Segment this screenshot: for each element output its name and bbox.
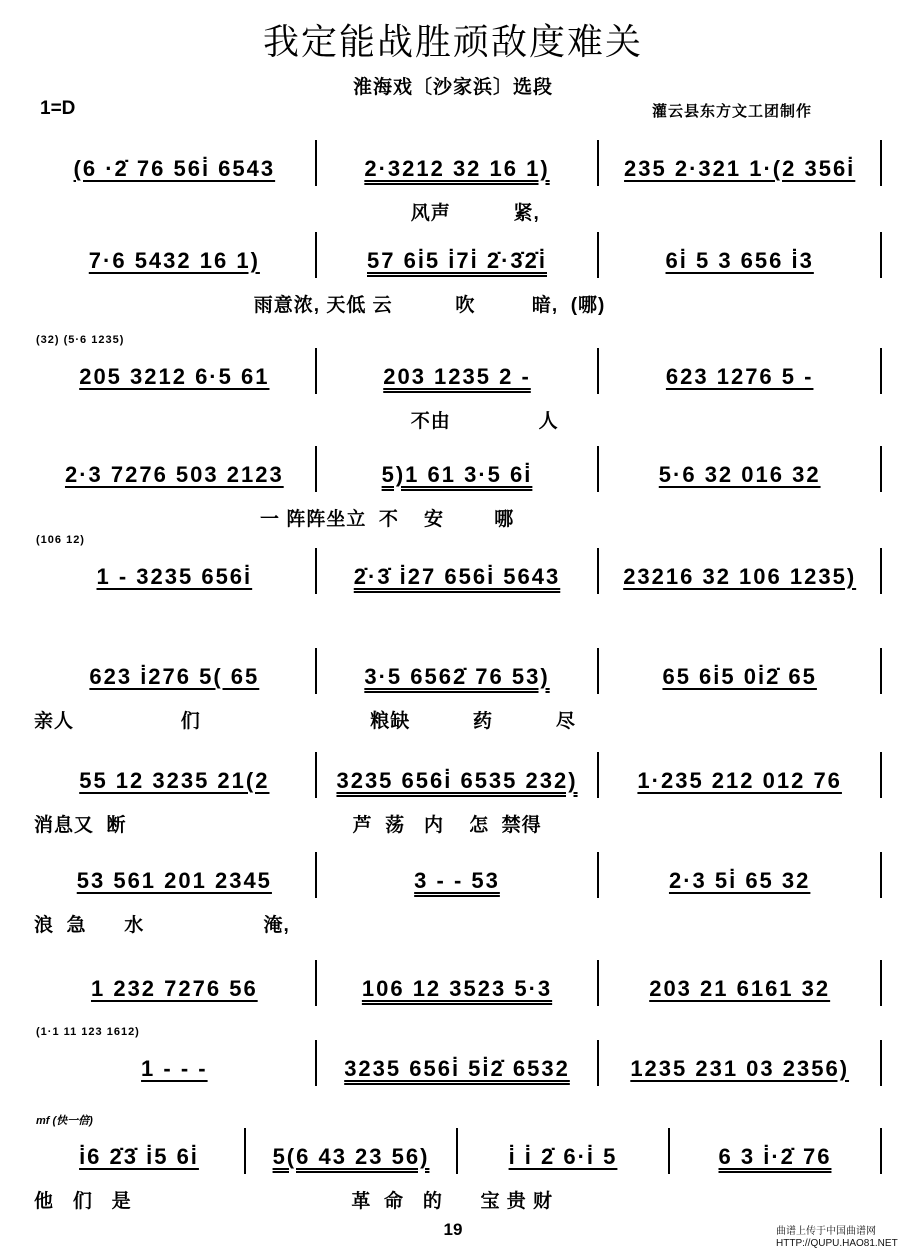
measure-notes: 203 21 6161 32 (649, 976, 831, 1001)
measure (34, 348, 317, 394)
measure-notes: 57 6i̇5 i̇7i̇ 2̇·3̇2̇i̇ (367, 248, 547, 273)
score-line (26, 446, 882, 556)
measure (458, 1128, 670, 1174)
measure (599, 140, 882, 186)
measure-notes: 5)1 61 3·5 6i̇ (381, 462, 533, 487)
measure (317, 1040, 600, 1086)
watermark-url: HTTP://QUPU.HAO81.NET (776, 1238, 898, 1249)
dynamic-mark: mf (快一倍) (36, 1115, 93, 1127)
measure (317, 548, 600, 594)
notes-row (34, 348, 882, 394)
notes-row (34, 1040, 882, 1086)
measure-notes: 5·6 32 016 32 (658, 462, 821, 487)
measure-notes: 3·5 6562̇ 76 53) (364, 664, 550, 689)
song-title: 我定能战胜顽敌度难关 (262, 22, 643, 63)
measure (599, 348, 882, 394)
measure (34, 1128, 246, 1174)
measure-notes: 2·3 7276 503 2123 (64, 462, 284, 487)
measure (599, 548, 882, 594)
notes-row (34, 1128, 882, 1174)
notes-row (34, 852, 882, 898)
measure (34, 232, 317, 278)
measure-notes: 23216 32 106 1235) (623, 564, 857, 589)
page-number: 19 (443, 1220, 463, 1239)
measure-notes: 5(6 43 23 56) (272, 1144, 430, 1169)
measure-notes: 53 561 201 2345 (76, 868, 272, 893)
measure (599, 1040, 882, 1086)
lyric-line: 他 们 是 革 命 的 宝 贵 财 (34, 1191, 554, 1212)
score-line (26, 752, 882, 862)
measure (34, 548, 317, 594)
lyric-line: 一 阵阵坐立 不 安 哪 (34, 509, 515, 530)
measure-notes: 623 1276 5 - (665, 364, 814, 389)
measure-notes: i̇6 2̇3̇ i̇5 6i̇ (79, 1144, 199, 1169)
measure (599, 446, 882, 492)
lyric-line: 不由 人 (34, 411, 559, 432)
measure (246, 1128, 458, 1174)
measure-notes: 1 - 3235 656i̇ (96, 564, 253, 589)
watermark-line: 曲谱上传于中国曲谱网 (776, 1226, 876, 1237)
measure-notes: 6i̇ 5 3 656 i̇3 (665, 248, 814, 273)
lyric-line: 雨意浓, 天低 云 吹 暗, (哪) (34, 295, 606, 316)
measure (317, 348, 600, 394)
notes-row (34, 232, 882, 278)
measure (599, 852, 882, 898)
measure-notes: 2̇·3̇ i̇27 656i̇ 5643 (353, 564, 561, 589)
measure (599, 648, 882, 694)
score-line (26, 852, 882, 962)
grace-notes: (106 12) (36, 534, 85, 546)
measure (317, 232, 600, 278)
measure-notes: 2·3 5i̇ 65 32 (668, 868, 811, 893)
measure (317, 852, 600, 898)
measure (34, 446, 317, 492)
measure (34, 852, 317, 898)
key-signature: 1=D (40, 98, 76, 119)
producer-credit: 灌云县东方文工团制作 (652, 103, 813, 120)
score-line (26, 534, 882, 658)
measure (599, 232, 882, 278)
measure (34, 1040, 317, 1086)
measure-notes: 235 2·321 1·(2 356i̇ (624, 156, 856, 181)
measure-notes: 3 - - 53 (414, 868, 500, 893)
measure-notes: 106 12 3523 5·3 (361, 976, 553, 1001)
measure (34, 752, 317, 798)
measure-notes: i̇ i̇ 2̇ 6·i̇ 5 (508, 1144, 618, 1169)
measure (317, 752, 600, 798)
measure-notes: 1·235 212 012 76 (637, 768, 842, 793)
lyric-line: 消息又 断 芦 荡 内 怎 禁得 (34, 815, 542, 836)
notes-row (34, 960, 882, 1006)
measure-notes: (6 ·2̇ 76 56i̇ 6543 (73, 156, 276, 181)
measure (599, 960, 882, 1006)
measure (34, 140, 317, 186)
measure (317, 648, 600, 694)
score-line (26, 232, 882, 342)
measure-notes: 3235 656i̇ 5i̇2̇ 6532 (344, 1056, 570, 1081)
measure (317, 446, 600, 492)
notes-row (34, 752, 882, 798)
measure (599, 752, 882, 798)
grace-notes: (1·1 11 123 1612) (36, 1026, 140, 1038)
notes-row (34, 446, 882, 492)
watermark (776, 1226, 898, 1250)
measure-notes: 2·3212 32 16 1) (364, 156, 550, 181)
measure-notes: 623 i̇276 5( 65 (89, 664, 260, 689)
measure-notes: 205 3212 6·5 61 (79, 364, 270, 389)
measure-notes: 1 - - - (141, 1056, 208, 1081)
measure-notes: 6 3 i̇·2̇ 76 (718, 1144, 832, 1169)
score-line (26, 334, 882, 458)
measure-notes: 55 12 3235 21(2 (79, 768, 270, 793)
measure (670, 1128, 882, 1174)
measure-notes: 203 1235 2 - (383, 364, 531, 389)
notes-row (34, 648, 882, 694)
song-subtitle: 淮海戏〔沙家浜〕选段 (352, 77, 553, 98)
measure-notes: 3235 656i̇ 6535 232) (336, 768, 578, 793)
notes-row (34, 548, 882, 594)
lyric-line: 风声 紧, (34, 203, 540, 224)
measure (34, 960, 317, 1006)
score-line (26, 648, 882, 758)
measure (317, 140, 600, 186)
measure-notes: 65 6i̇5 0i̇2̇ 65 (662, 664, 817, 689)
measure-notes: 1 232 7276 56 (90, 976, 258, 1001)
measure (34, 648, 317, 694)
lyric-line: 亲人 们 粮缺 药 尽 (34, 711, 576, 732)
measure (317, 960, 600, 1006)
notes-row (34, 140, 882, 186)
measure-notes: 7·6 5432 16 1) (88, 248, 260, 273)
measure-notes: 1235 231 03 2356) (630, 1056, 850, 1081)
grace-notes: (32) (5·6 1235) (36, 334, 125, 346)
lyric-line: 浪 急 水 淹, (34, 915, 290, 936)
